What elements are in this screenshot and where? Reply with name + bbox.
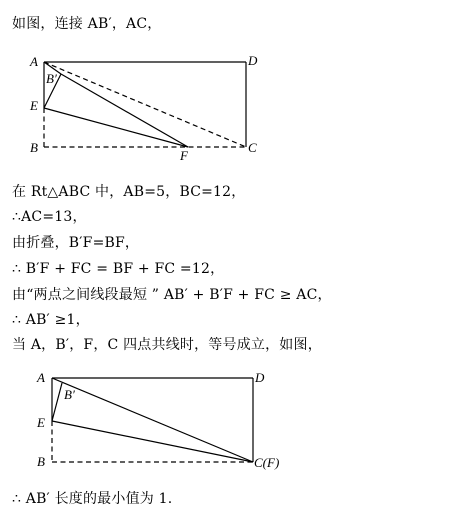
fig1-diagonal-ac xyxy=(44,62,246,147)
fig2-label-b: B xyxy=(37,454,45,469)
fold-text: 由折叠，B′F=BF， xyxy=(12,235,140,251)
ac-result-text: ∴AC=13， xyxy=(12,209,87,225)
fig1-label-d: D xyxy=(248,53,258,68)
fig1-label-c: C xyxy=(248,140,257,155)
fig1-rectangle xyxy=(44,62,246,147)
fig1-label-f: F xyxy=(180,148,188,163)
fig2-label-c-f: C(F) xyxy=(254,455,280,470)
collinear-text: 当 A，B′，F，C 四点共线时，等号成立，如图， xyxy=(12,337,322,353)
fig1-label-e: E xyxy=(30,98,38,113)
fig1-label-b-prime: B′ xyxy=(46,71,57,86)
figure-2 xyxy=(0,365,300,480)
fig2-segment-eb-prime xyxy=(52,383,62,421)
fig2-label-a: A xyxy=(37,370,45,385)
fig2-segment-ec xyxy=(52,421,253,462)
fig1-segment-b-prime-f xyxy=(61,74,188,147)
fig2-label-b-prime: B′ xyxy=(64,387,75,402)
figure-1 xyxy=(0,44,280,164)
triangle-text: 在 Rt△ABC 中，AB=5，BC=12， xyxy=(12,184,246,200)
principle-text: 由“两点之间线段最短 ” AB′ + B′F + FC ≥ AC， xyxy=(12,287,332,303)
fig1-label-a: A xyxy=(30,54,38,69)
inequality-text: ∴ AB′ ≥1， xyxy=(12,312,90,328)
fig2-diagonal-ac xyxy=(52,378,253,462)
sum-text: ∴ B′F + FC = BF + FC =12， xyxy=(12,261,225,277)
fig1-segment-ef xyxy=(44,108,188,147)
conclusion-text: ∴ AB′ 长度的最小值为 1. xyxy=(12,491,173,507)
fig2-label-d: D xyxy=(255,370,265,385)
fig1-label-b: B xyxy=(30,140,38,155)
intro-text: 如图，连接 AB′，AC， xyxy=(12,16,162,32)
fig2-label-e: E xyxy=(37,415,45,430)
